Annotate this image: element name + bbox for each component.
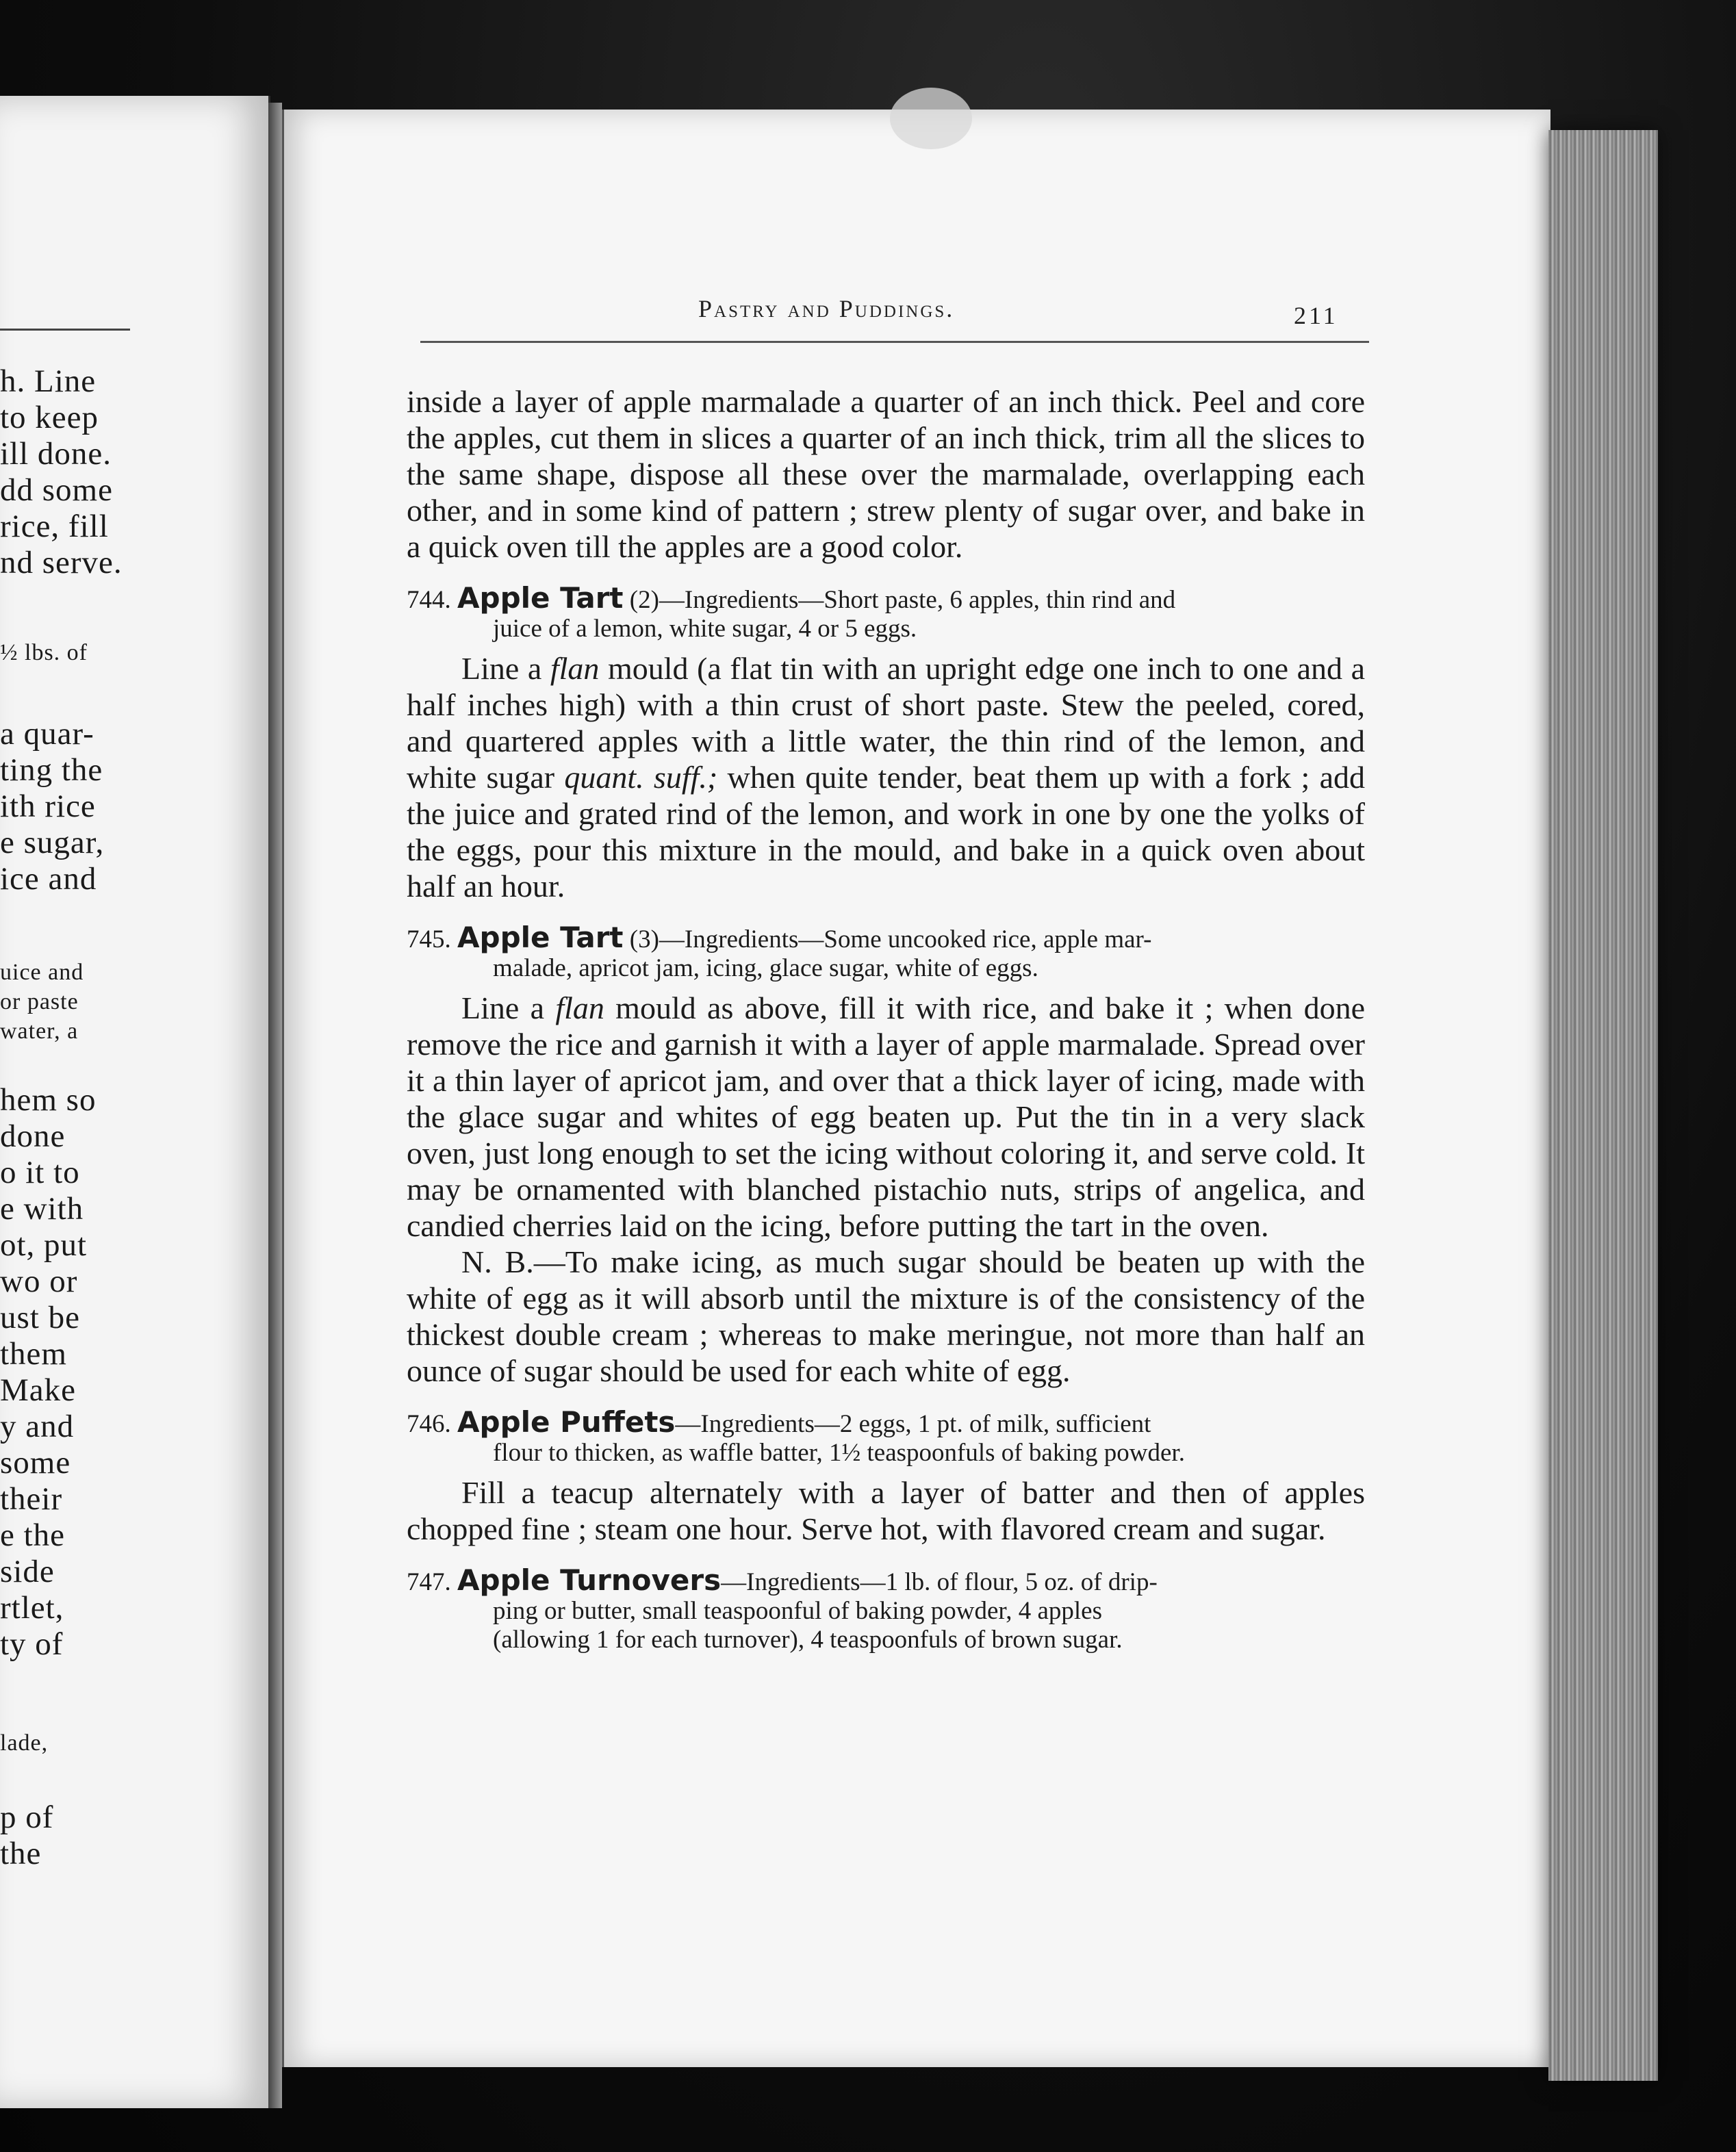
recipe-number: 744. — [407, 586, 451, 614]
recipe-ingredients-cont: malade, apricot jam, icing, glace sugar, white of eggs. — [493, 954, 1038, 982]
recipe-ingredients: —Ingredients—2 eggs, 1 pt. of milk, sufficient — [675, 1410, 1151, 1438]
recipe-heading-745 — [407, 923, 1365, 983]
recipe-variant: (3) — [629, 925, 659, 953]
recipe-ingredients: —Ingredients—1 lb. of flour, 5 oz. of drip- — [721, 1568, 1158, 1596]
recipe-title: Apple Turnovers — [457, 1563, 722, 1597]
recipe-ingredients-cont: (allowing 1 for each turnover), 4 teaspoonfuls of brown sugar. — [493, 1626, 1123, 1654]
body-text: Line a — [461, 651, 550, 686]
body-text: mould as above, fill it with rice, and bake it ; when done remove the rice and garnish it with a layer of apple marmalade. Spread over it a thin layer of apricot jam, and over that a thick layer of icing, made with the glace sugar and whites of egg beaten up. Put the tin in a very slack oven, just long enough to set the icing without coloring it, and serve cold. It may be ornamented with blanched pistachio nuts, strips of angelica, and candied cherries laid on the icing, before putting the tart in the oven. — [407, 990, 1365, 1243]
header-rule — [420, 341, 1369, 343]
body-italic: flan — [550, 651, 600, 686]
recipe-ingredients: —Ingredients—Short paste, 6 apples, thin rind and — [659, 586, 1176, 614]
left-page-text: h. Line to keep ill done. dd some rice, fill nd serve. ½ lbs. of a quar- ting the ith rice e sugar, ice and uice and or paste water, a hem so done o it to e with ot, put wo or ust be them Make y and some their e the side rtlet, ty of lade, p of the — [0, 363, 123, 1871]
recipe-title: Apple Puffets — [457, 1405, 676, 1439]
recipe-note-745: N. B.—To make icing, as much sugar should be beaten up with the white of egg as it will absorb until the mixture is of the consistency of the thickest double cream ; whereas to make meringue, not more than half an ounce of sugar should be used for each white of egg. — [407, 1244, 1365, 1388]
opening-paragraph: inside a layer of apple marmalade a quarter of an inch thick. Peel and core the apples, cut them in slices a quarter of an inch thick, trim all the slices to the same shape, dispose all these over the marmalade, overlapping each other, and in some kind of pattern ; strew plenty of sugar over, and bake in a quick oven till the apples are a good color. — [407, 384, 1365, 564]
body-text: Line a — [461, 990, 556, 1025]
recipe-body-746: Fill a teacup alternately with a layer of batter and then of apples chopped fine ; steam one hour. Serve hot, with flavored cream and sugar. — [407, 1475, 1365, 1546]
recipe-ingredients-cont: juice of a lemon, white sugar, 4 or 5 eggs. — [493, 615, 917, 643]
body-text: mould (a flat tin with an upright edge one inch to one and a half inches high) with a thin crust of short paste. Stew the peeled, cored, and quartered apples with a little water, the thin rind of the lemon, and white sugar — [407, 651, 1365, 795]
recipe-title: Apple Tart — [457, 921, 624, 954]
recipe-body-745 — [407, 990, 1365, 1244]
body-text: when quite tender, beat them up with a fork ; add the juice and grated rind of the lemon, and work in one by one the yolks of the eggs, pour this mixture in the mould, and bake in a quick oven about half an hour. — [407, 760, 1366, 904]
recipe-heading-747 — [407, 1563, 1365, 1654]
recipe-number: 746. — [407, 1410, 451, 1438]
recipe-number: 745. — [407, 925, 451, 953]
body-italic: quant. suff.; — [564, 760, 718, 795]
left-page — [0, 96, 270, 2108]
recipe-ingredients-cont: ping or butter, small teaspoonful of baking powder, 4 apples — [493, 1597, 1102, 1625]
recipe-ingredients-cont: flour to thicken, as waffle batter, 1½ teaspoonfuls of baking powder. — [493, 1439, 1185, 1467]
page-body — [407, 383, 1365, 1661]
running-head: Pastry and Puddings. — [698, 295, 955, 322]
recipe-variant: (2) — [629, 586, 659, 614]
page-number: 211 — [1294, 302, 1338, 329]
book-spine — [268, 103, 282, 2108]
body-italic: flan — [555, 990, 604, 1025]
paper-tear-mark — [890, 88, 972, 149]
recipe-ingredients: —Ingredients—Some uncooked rice, apple mar- — [659, 925, 1152, 953]
page-edges — [1548, 130, 1658, 2081]
recipe-body-744 — [407, 650, 1365, 904]
recipe-number: 747. — [407, 1568, 451, 1596]
recipe-heading-746 — [407, 1405, 1365, 1468]
recipe-title: Apple Tart — [457, 581, 624, 615]
recipe-heading-744 — [407, 581, 1365, 643]
